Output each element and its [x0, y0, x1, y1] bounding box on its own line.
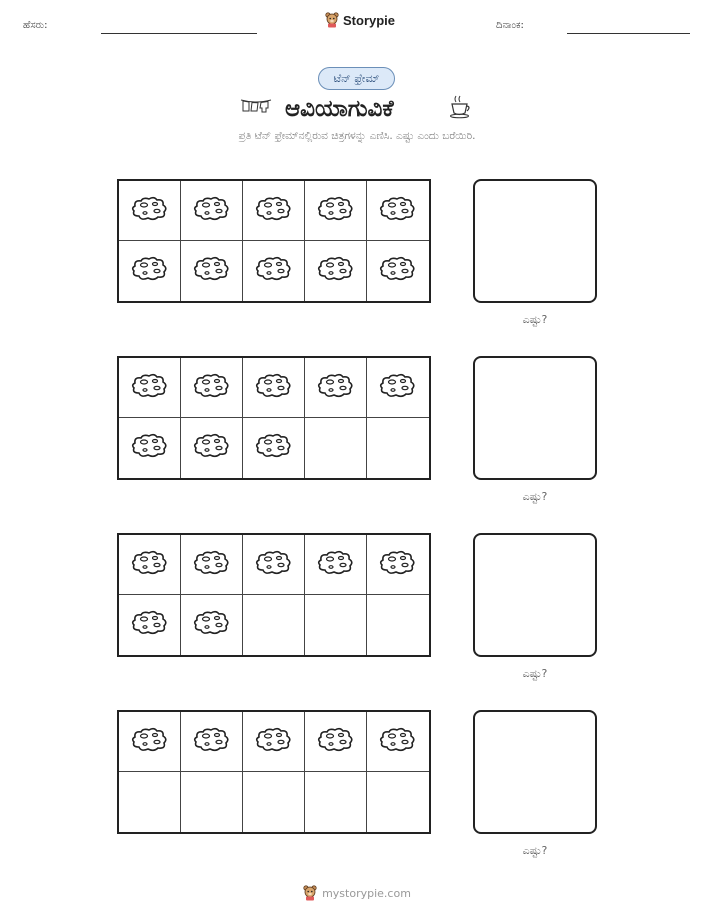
frame-cell — [305, 712, 367, 772]
puddle-icon — [192, 433, 232, 463]
frame-cell — [367, 241, 429, 301]
brand-logo — [325, 12, 395, 28]
puddle-icon — [254, 550, 294, 580]
footer — [0, 885, 714, 901]
frame-cell — [243, 772, 305, 832]
puddle-icon — [192, 610, 232, 640]
puddle-icon — [254, 727, 294, 757]
page-title: ಆವಿಯಾಗುವಿಕೆ — [285, 96, 394, 122]
frame-cell — [243, 418, 305, 478]
frame-cell — [367, 772, 429, 832]
date-field-line[interactable] — [567, 33, 690, 34]
puddle-icon — [192, 550, 232, 580]
frame-cell — [367, 181, 429, 241]
date-label: ದಿನಾಂಕ: — [496, 20, 524, 31]
puddle-icon — [378, 256, 418, 286]
puddle-icon — [192, 256, 232, 286]
frame-cell — [243, 181, 305, 241]
frame-cell — [181, 418, 243, 478]
puddle-icon — [254, 196, 294, 226]
ten-frame — [117, 179, 431, 303]
frame-cell — [367, 595, 429, 655]
puddle-icon — [378, 550, 418, 580]
frame-cell — [367, 712, 429, 772]
answer-label: ಎಷ್ಟು? — [522, 313, 548, 326]
puddle-icon — [316, 196, 356, 226]
frame-cell — [243, 358, 305, 418]
frame-cell — [181, 358, 243, 418]
frame-cell — [305, 418, 367, 478]
puddle-icon — [378, 727, 418, 757]
ten-frame — [117, 710, 431, 834]
frame-cell — [119, 181, 181, 241]
frame-cell — [119, 535, 181, 595]
puddle-icon — [378, 373, 418, 403]
puddle-icon — [130, 196, 170, 226]
frame-cell — [181, 241, 243, 301]
frame-cell — [243, 712, 305, 772]
puddle-icon — [316, 727, 356, 757]
frame-cell — [243, 535, 305, 595]
puddle-icon — [254, 373, 294, 403]
frame-cell — [181, 181, 243, 241]
puddle-icon — [254, 433, 294, 463]
puddle-icon — [130, 373, 170, 403]
frame-cell — [181, 712, 243, 772]
puddle-icon — [130, 550, 170, 580]
name-label: ಹೆಸರು: — [23, 20, 48, 31]
puddle-icon — [130, 610, 170, 640]
answer-box[interactable] — [473, 356, 597, 480]
puddle-icon — [254, 256, 294, 286]
puddle-icon — [130, 433, 170, 463]
answer-box[interactable] — [473, 179, 597, 303]
bear-mascot-icon — [303, 885, 317, 901]
steaming-cup-icon — [447, 94, 473, 120]
frame-cell — [119, 418, 181, 478]
puddle-icon — [192, 196, 232, 226]
frame-cell — [367, 535, 429, 595]
frame-cell — [305, 595, 367, 655]
frame-cell — [243, 595, 305, 655]
footer-url: mystorypie.com — [322, 886, 411, 900]
frame-cell — [119, 772, 181, 832]
puddle-icon — [316, 550, 356, 580]
answer-box[interactable] — [473, 710, 597, 834]
bear-mascot-icon — [325, 12, 339, 28]
frame-cell — [119, 595, 181, 655]
frame-cell — [119, 241, 181, 301]
answer-label: ಎಷ್ಟು? — [522, 490, 548, 503]
clothesline-icon — [240, 97, 272, 115]
answer-label: ಎಷ್ಟು? — [522, 667, 548, 680]
frame-cell — [119, 358, 181, 418]
puddle-icon — [130, 256, 170, 286]
frame-cell — [305, 181, 367, 241]
brand-name: Storypie — [343, 12, 396, 28]
ten-frame — [117, 356, 431, 480]
frame-cell — [305, 772, 367, 832]
frame-cell — [367, 358, 429, 418]
frame-cell — [181, 535, 243, 595]
ten-frame-badge: ಟೆನ್ ಫ್ರೇಮ್ — [318, 67, 395, 90]
puddle-icon — [192, 373, 232, 403]
frame-cell — [181, 772, 243, 832]
instructions: ಪ್ರತಿ ಟೆನ್ ಫ್ರೇಮ್‌ನಲ್ಲಿರುವ ಚಿತ್ರಗಳನ್ನು ಎಣಿಸಿ. ಎಷ್ಟು ಎಂದು ಬರೆಯಿರಿ. — [238, 130, 476, 142]
puddle-icon — [192, 727, 232, 757]
frame-cell — [305, 535, 367, 595]
frame-cell — [243, 241, 305, 301]
answer-label: ಎಷ್ಟು? — [522, 844, 548, 857]
name-field-line[interactable] — [101, 33, 257, 34]
frame-cell — [181, 595, 243, 655]
puddle-icon — [130, 727, 170, 757]
answer-box[interactable] — [473, 533, 597, 657]
frame-cell — [305, 241, 367, 301]
puddle-icon — [378, 196, 418, 226]
frame-cell — [119, 712, 181, 772]
puddle-icon — [316, 373, 356, 403]
frame-cell — [305, 358, 367, 418]
ten-frame — [117, 533, 431, 657]
frame-cell — [367, 418, 429, 478]
puddle-icon — [316, 256, 356, 286]
